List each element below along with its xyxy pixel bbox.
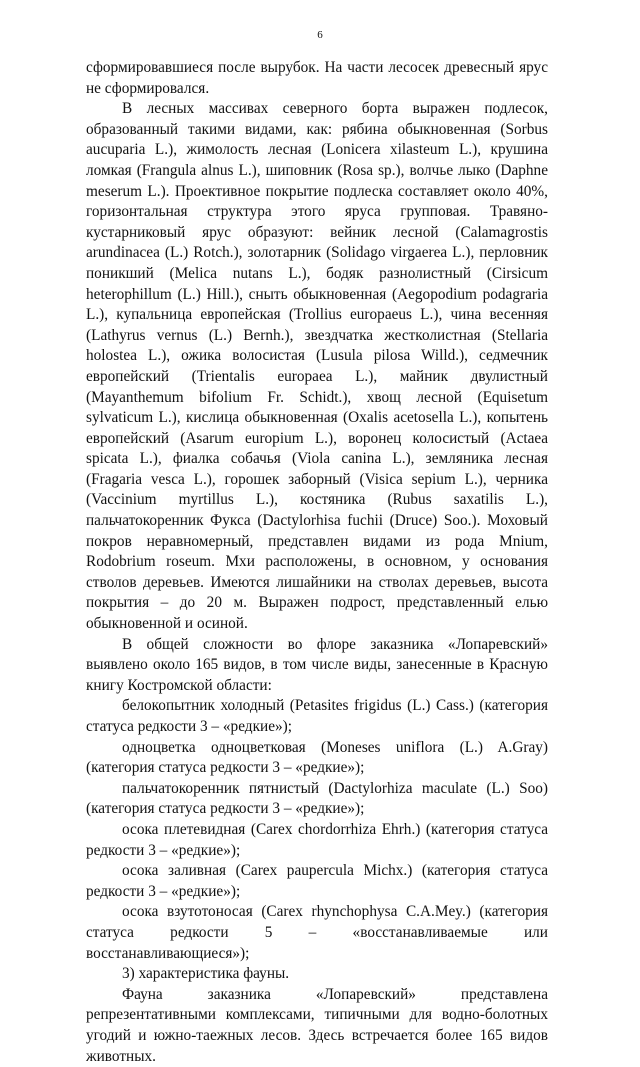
document-body	[86, 58, 548, 1067]
list-item-species: осока заливная (Carex paupercula Michx.) (категория статуса редкости 3 – «редкие»);	[86, 862, 548, 900]
paragraph-undergrowth: В лесных массивах северного борта выражен подлесок, образованный такими видами, как: рябина обыкновенная (Sorbus aucuparia L.), жимолость лесная (Lonicera xilasteum L.), крушина ломкая (Frangula alnus L.), шиповник (Rosa sp.), волчье лыко (Daphne meserum L.). Проективное покрытие подлеска составляет около 40%, горизонтальная структура этого яруса групповая. Травяно-кустарниковый ярус образуют: вейник лесной (Calamagrostis arundinacea (L.) Rotch.), золотарник (Solidago virgaerea L.), перловник поникший (Melica nutans L.), бодяк разнолистный (Cirsicum heterophillum (L.) Hill.), сныть обыкновенная (Aegopodium podagraria L.), купальница европейская (Trollius europaeus L.), чина весенняя (Lathyrus vernus (L.) Bernh.), звездчатка жестколистная (Stellaria holostea L.), ожика волосистая (Lusula pilosa Willd.), седмечник европейский (Trientalis europaea L.), майник двулистный (Mayanthemum bifolium Fr. Schidt.), хвощ лесной (Equisetum sylvaticum L.), кислица обыкновенная (Oxalis acetosella L.), копытень европейский (Asarum europium L.), воронец колосистый (Actaea spicata L.), фиалка собачья (Viola canina L.), земляника лесная (Fragaria vesca L.), горошек заборный (Visica sepium L.), черника (Vaccinium myrtillus L.), костяника (Rubus saxatilis L.), пальчатокоренник Фукса (Dactylorhisa fuchii (Druce) Soo.). Моховый покров неравномерный, представлен видами из рода Mnium, Rodobrium roseum. Мхи расположены, в основном, у основания стволов деревьев. Имеются лишайники на стволах деревьев, высота покрытия – до 20 м. Выражен подрост, представленный елью обыкновенной и осиной.	[86, 100, 548, 633]
list-item-species: пальчатокоренник пятнистый (Dactylorhiza maculate (L.) Soo) (категория статуса редкости 3 – «редкие»);	[86, 779, 548, 818]
paragraph-fauna: Фауна заказника «Лопаревский» представлена репрезентативными комплексами, типичными для водно-болотных угодий и южно-таежных лесов. Здесь встречается более 165 видов животных.	[86, 985, 548, 1065]
list-item-species: осока взутотоносая (Carex rhynchophysa C.A.Mey.) (категория статуса редкости 5 – «восстанавливаемые или восстанавливающиеся»);	[86, 903, 548, 962]
section-heading-fauna: 3) характеристика фауны.	[122, 965, 290, 983]
paragraph-continuation: сформировавшиеся после вырубок. На части лесосек древесный ярус не сформировался.	[86, 59, 548, 97]
page-number: 6	[317, 29, 323, 41]
list-item-species: осока плетевидная (Carex chordorrhiza Ehrh.) (категория статуса редкости 3 – «редкие»);	[86, 820, 548, 859]
list-item-species: белокопытник холодный (Petasites frigidus (L.) Cass.) (категория статуса редкости 3 – «редкие»);	[86, 697, 548, 735]
paragraph-flora-summary: В общей сложности во флоре заказника «Лопаревский» выявлено около 165 видов, в том числе виды, занесенные в Красную книгу Костромской области:	[86, 635, 548, 694]
list-item-species: одноцветка одноцветковая (Moneses uniflora (L.) A.Gray) (категория статуса редкости 3 – «редкие»);	[86, 738, 548, 777]
